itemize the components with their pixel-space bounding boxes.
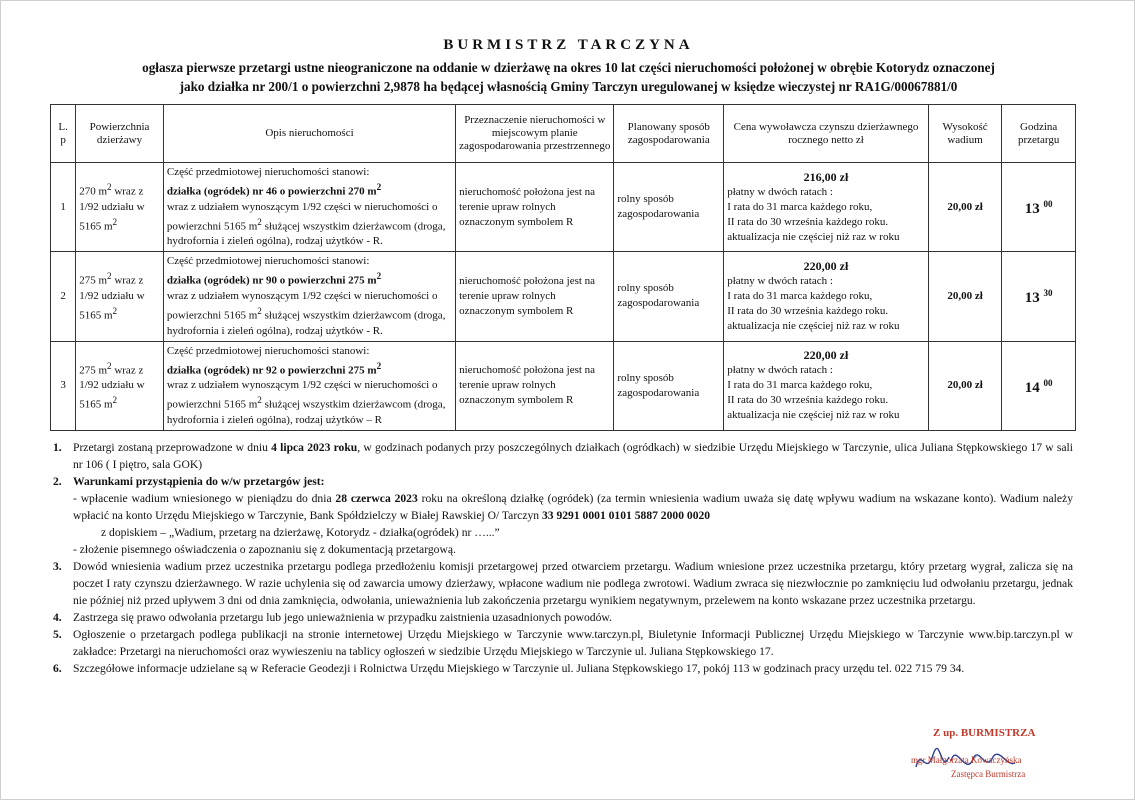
cell-powierzchnia: 275 $m^2$ wraz z 1/92 udziału w 5165 $m^2$ bbox=[76, 341, 164, 430]
header-planowany: Planowany sposób zagospodarowania bbox=[614, 105, 724, 163]
cell-lp: 3 bbox=[51, 341, 76, 430]
signature-line-1: Z up. BURMISTRZA bbox=[933, 727, 1036, 739]
cell-wadium: 20,00 zł bbox=[928, 252, 1002, 341]
subtitle-line-2: jako działka nr 200/1 o powierzchni 2,9878 ha będącej własnością Gminy Tarczyn uregulowanej w księdze wieczystej nr RA1G/00067881/0 bbox=[179, 79, 958, 94]
table-row bbox=[51, 341, 1076, 430]
table-row bbox=[51, 252, 1076, 341]
header-godzina: Godzina przetargu bbox=[1002, 105, 1076, 163]
page-title: BURMISTRZ TARCZYNA bbox=[443, 37, 694, 53]
cena-value: 216,00 zł bbox=[803, 169, 849, 184]
page-subtitle bbox=[61, 58, 1076, 96]
header-opis: Opis nieruchomości bbox=[163, 105, 455, 163]
cell-powierzchnia: 270 $m^2$ wraz z 1/92 udziału w 5165 $m^2$ bbox=[76, 163, 164, 252]
cell-planowany: rolny sposób zagospodarowania bbox=[614, 341, 724, 430]
cell-opis: Część przedmiotowej nieruchomości stanowi: działka (ogródek) nr 90 o powierzchni 275 $m^2$ wraz z udziałem wynoszącym 1/92 części w nieruchomości o powierzchni 5165 $m^2$ służącej wszystkim dzierżawcom (droga, hydrofornia i zieleń ogólna), rodzaj użytków - R. bbox=[163, 252, 455, 341]
note-2: 2. Warunkami przystąpienia do w/w przetargów jest: - wpłacenie wadium wniesionego w pieniądzu do dnia 28 czerwca 2023 roku na określoną działkę (ogródek) (za termin wniesienia wadium uważa się datę wpływu wadium na wskazane konto). Wadium należy wpłacić na konto Urzędu Miejskiego w Tarczynie, Bank Spółdzielczy w Białej Rawskiej O/ Tarczyn 33 9291 0001 0101 5887 2000 0020 z dopiskiem – „Wadium, przetarg na dzierżawę, Kotorydz - działka(ogródek) nr …...” - złożenie pisemnego oświadczenia o zapoznaniu się z dokumentacją przetargową. bbox=[53, 475, 1073, 556]
cena-value: 220,00 zł bbox=[803, 348, 849, 363]
cell-przeznaczenie: nieruchomość położona jest na terenie upraw rolnych oznaczonym symbolem R bbox=[456, 341, 614, 430]
header-przeznaczenie: Przeznaczenie nieruchomości w miejscowym planie zagospodarowania przestrzennego bbox=[456, 105, 614, 163]
signature-stamp bbox=[881, 727, 1081, 787]
note-3: 3. Dowód wniesienia wadium przez uczestnika przetargu podlega przedłożeniu komisji przetargowej przed otwarciem przetargu. Wadium wniesione przez uczestnika przetargu, który przetarg wygrał, zalicza się na poczet I raty czynszu dzierżawnego. W razie uchylenia się od zawarcia umowy dzierżawy, wpłacone wadium nie podlega zwrotowi. Wadium zwraca się niezwłocznie po zamknięciu lud odwołaniu przetargu, jednak nie później niż przed upływem 3 dni od dnia zamknięcia, odwołania, unieważnienia lub zakończenia przetargu wynikiem negatywnym, przelewem na konto wskazane przez uczestnika przetargu. bbox=[53, 560, 1073, 607]
header-cena: Cena wywoławcza czynszu dzierżawnego rocznego netto zł bbox=[724, 105, 929, 163]
header-wadium: Wysokość wadium bbox=[928, 105, 1002, 163]
cell-powierzchnia: 275 $m^2$ wraz z 1/92 udziału w 5165 $m^2$ bbox=[76, 252, 164, 341]
notes-section bbox=[53, 439, 1073, 677]
tender-table bbox=[50, 104, 1076, 431]
signature-line-3: Zastępca Burmistrza bbox=[951, 769, 1026, 779]
cell-przeznaczenie: nieruchomość położona jest na terenie upraw rolnych oznaczonym symbolem R bbox=[456, 163, 614, 252]
header-powierzchnia: Powierzchnia dzierżawy bbox=[76, 105, 164, 163]
subtitle-line-1: ogłasza pierwsze przetargi ustne nieograniczone na oddanie w dzierżawę na okres 10 lat części nieruchomości położonej w obrębie Kotorydz oznaczonej bbox=[142, 60, 995, 75]
cell-opis: Część przedmiotowej nieruchomości stanowi: działka (ogródek) nr 92 o powierzchni 275 $m^2$ wraz z udziałem wynoszącym 1/92 części w nieruchomości o powierzchni 5165 $m^2$ służącej wszystkim dzierżawcom (droga, hydrofornia i zieleń ogólna), rodzaj użytków – R bbox=[163, 341, 455, 430]
cell-godzina: 13 $^{30}$ bbox=[1002, 252, 1076, 341]
cell-planowany: rolny sposób zagospodarowania bbox=[614, 163, 724, 252]
cell-lp: 2 bbox=[51, 252, 76, 341]
header-lp: L. p bbox=[51, 105, 76, 163]
note-4: 4. Zastrzega się prawo odwołania przetargu lub jego unieważnienia w przypadku zaistnienia uzasadnionych powodów. bbox=[53, 611, 612, 624]
note-6: 6. Szczegółowe informacje udzielane są w Referacie Geodezji i Rolnictwa Urzędu Miejskiego w Tarczynie ul. Juliana Stępkowskiego 17, pokój 113 w godzinach pracy urzędu tel. 022 715 79 34. bbox=[53, 662, 965, 675]
cell-opis: Część przedmiotowej nieruchomości stanowi: działka (ogródek) nr 46 o powierzchni 270 $m^2$ wraz z udziałem wynoszącym 1/92 części w nieruchomości o powierzchni 5165 $m^2$ służącej wszystkim dzierżawcom (droga, hydrofornia i zieleń ogólna), rodzaj użytków - R. bbox=[163, 163, 455, 252]
table-row bbox=[51, 163, 1076, 252]
cell-cena: 220,00 zł płatny w dwóch ratach : I rata do 31 marca każdego roku, II rata do 30 września każdego roku. aktualizacja nie częściej niż raz w roku bbox=[724, 341, 929, 430]
cell-godzina: 14 $^{00}$ bbox=[1002, 341, 1076, 430]
cell-cena: 216,00 zł płatny w dwóch ratach : I rata do 31 marca każdego roku, II rata do 30 września każdego roku. aktualizacja nie częściej niż raz w roku bbox=[724, 163, 929, 252]
note-5: 5. Ogłoszenie o przetargach podlega publikacji na stronie internetowej Urzędu Miejskiego w Tarczynie www.tarczyn.pl, Biuletynie Informacji Publicznej Urzędu Miejskiego w Tarczynie www.bip.tarczyn.pl w zakładce: Przetargi na nieruchomości oraz wywieszeniu na tablicy ogłoszeń w siedzibie Urzędu Miejskiego w Tarczynie ul. Juliana Stępkowskiego 17. bbox=[53, 628, 1073, 658]
cell-lp: 1 bbox=[51, 163, 76, 252]
cell-przeznaczenie: nieruchomość położona jest na terenie upraw rolnych oznaczonym symbolem R bbox=[456, 252, 614, 341]
cell-planowany: rolny sposób zagospodarowania bbox=[614, 252, 724, 341]
cell-wadium: 20,00 zł bbox=[928, 341, 1002, 430]
table-header-row bbox=[51, 105, 1076, 163]
cell-godzina: 13 $^{00}$ bbox=[1002, 163, 1076, 252]
cena-value: 220,00 zł bbox=[803, 258, 849, 273]
cell-cena: 220,00 zł płatny w dwóch ratach : I rata do 31 marca każdego roku, II rata do 30 września każdego roku. aktualizacja nie częściej niż raz w roku bbox=[724, 252, 929, 341]
cell-wadium: 20,00 zł bbox=[928, 163, 1002, 252]
signature-line-2: mgr Małgorzata Kowaczyńska bbox=[911, 755, 1022, 765]
note-1: 1. Przetargi zostaną przeprowadzone w dniu 4 lipca 2023 roku, w godzinach podanych przy poszczególnych działkach (ogródkach) w siedzibie Urzędu Miejskiego w Tarczynie, ulica Juliana Stępkowskiego 17 w sali nr 106 ( I piętro, sala GOK) bbox=[53, 441, 1073, 471]
